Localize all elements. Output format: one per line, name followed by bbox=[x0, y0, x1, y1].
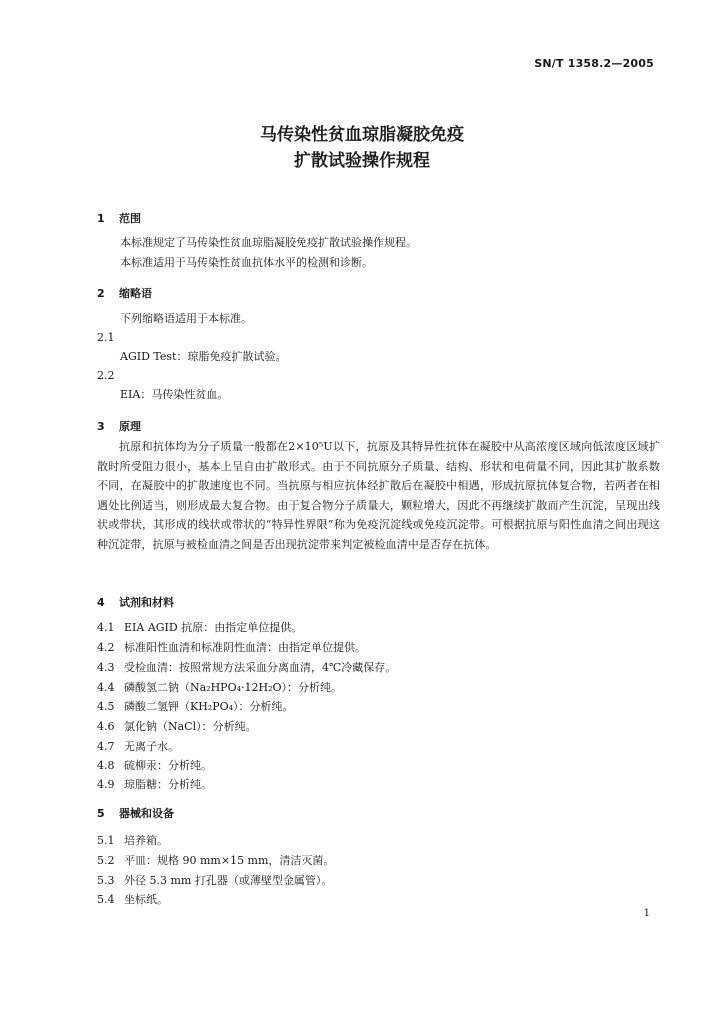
paragraph: 下列缩略语适用于本标准。 bbox=[120, 312, 252, 325]
subclause-number: 2.2 bbox=[97, 369, 115, 382]
item-number: 5.2 bbox=[97, 854, 115, 867]
list-item bbox=[97, 776, 212, 792]
section-title: 器械和设备 bbox=[119, 807, 174, 820]
item-number: 5.3 bbox=[97, 874, 115, 887]
item-text: 外径 5.3 mm 打孔器（或薄壁型金属管）。 bbox=[124, 874, 333, 887]
section-5-heading bbox=[97, 805, 174, 821]
item-number: 4.6 bbox=[97, 720, 115, 733]
section-number: 2 bbox=[97, 287, 105, 300]
document-title-line2: 扩散试验操作规程 bbox=[294, 151, 430, 171]
list-item bbox=[97, 852, 334, 868]
item-number: 4.7 bbox=[97, 740, 115, 753]
item-number: 4.5 bbox=[97, 700, 115, 713]
list-item bbox=[97, 619, 302, 635]
list-item bbox=[97, 698, 294, 714]
item-text: 氯化钠（NaCl）：分析纯。 bbox=[124, 720, 257, 733]
section-number: 3 bbox=[97, 420, 105, 433]
item-text: 磷酸二氢钾（KH₂PO₄）：分析纯。 bbox=[124, 700, 294, 713]
paragraph: AGID Test：琼脂免疫扩散试验。 bbox=[120, 350, 287, 363]
subclause-number: 2.1 bbox=[97, 331, 115, 344]
item-text: 磷酸氢二钠（Na₂HPO₄·12H₂O）：分析纯。 bbox=[124, 681, 343, 694]
section-title: 原理 bbox=[119, 420, 141, 433]
list-item bbox=[97, 639, 366, 655]
principle-paragraph: 抗原和抗体均为分子质量一般都在2×10⁵U以下，抗原及其特异性抗体在凝胶中从高浓度区域向低浓度区域扩散时所受阻力很小，基本上呈自由扩散形式。由于不同抗原分子质量、结构、形状和电荷量不同，因此其扩散系数不同，在凝胶中的扩散速度也不同。当抗原与相应抗体经扩散后在凝胶中相遇，形成抗原抗体复合物，若两者在相遇处比例适当，则形成最大复合物。由于复合物分子质量大，颗粒增大，因此不再继续扩散而产生沉淀，呈现出线状或带状，其形成的线状或带状的“特异性界限”称为免疫沉淀线或免疫沉淀带。可根据抗原与阳性血清之间出现这种沉淀带，抗原与被检血清之间是否出现抗淀带来判定被检血清中是否存在抗体。 bbox=[97, 440, 660, 551]
document-title-line1: 马传染性贫血琼脂凝胶免疫 bbox=[260, 125, 464, 145]
list-item bbox=[97, 679, 342, 695]
item-number: 4.9 bbox=[97, 778, 115, 791]
section-number: 4 bbox=[97, 596, 105, 609]
list-item bbox=[97, 872, 332, 888]
item-number: 4.1 bbox=[97, 621, 115, 634]
section-title: 范围 bbox=[119, 212, 141, 225]
item-text: 平皿：规格 90 mm×15 mm，清洁灭菌。 bbox=[124, 854, 335, 867]
standard-code: SN/T 1358.2—2005 bbox=[534, 57, 654, 70]
item-text: EIA AGID 抗原：由指定单位提供。 bbox=[124, 621, 303, 634]
section-title: 缩略语 bbox=[119, 287, 152, 300]
section-4-heading bbox=[97, 594, 174, 610]
item-text: 标准阳性血清和标准阴性血清：由指定单位提供。 bbox=[124, 641, 366, 654]
paragraph: 本标准规定了马传染性贫血琼脂凝胶免疫扩散试验操作规程。 bbox=[120, 236, 417, 249]
list-item bbox=[97, 757, 212, 773]
list-item bbox=[97, 659, 396, 675]
section-number: 1 bbox=[97, 212, 105, 225]
item-number: 4.8 bbox=[97, 759, 115, 772]
paragraph: 本标准适用于马传染性贫血抗体水平的检测和诊断。 bbox=[120, 256, 373, 269]
item-text: 无离子水。 bbox=[124, 740, 179, 753]
list-item bbox=[97, 832, 168, 848]
item-number: 4.3 bbox=[97, 661, 115, 674]
item-text: 坐标纸。 bbox=[124, 893, 168, 906]
item-number: 4.2 bbox=[97, 641, 115, 654]
section-2-heading bbox=[97, 285, 152, 301]
list-item bbox=[97, 738, 179, 754]
section-number: 5 bbox=[97, 807, 105, 820]
page-number: 1 bbox=[643, 908, 650, 919]
item-text: 琼脂糖：分析纯。 bbox=[124, 778, 212, 791]
paragraph: EIA：马传染性贫血。 bbox=[120, 388, 229, 401]
section-title: 试剂和材料 bbox=[119, 596, 174, 609]
list-item bbox=[97, 891, 168, 907]
item-text: 硫柳汞：分析纯。 bbox=[124, 759, 212, 772]
item-text: 受检血清：按照常规方法采血分离血清，4℃冷藏保存。 bbox=[124, 661, 397, 674]
item-number: 5.4 bbox=[97, 893, 115, 906]
item-number: 5.1 bbox=[97, 834, 115, 847]
section-1-heading bbox=[97, 210, 141, 226]
list-item bbox=[97, 718, 257, 734]
item-number: 4.4 bbox=[97, 681, 115, 694]
section-3-heading bbox=[97, 418, 141, 434]
item-text: 培养箱。 bbox=[124, 834, 168, 847]
